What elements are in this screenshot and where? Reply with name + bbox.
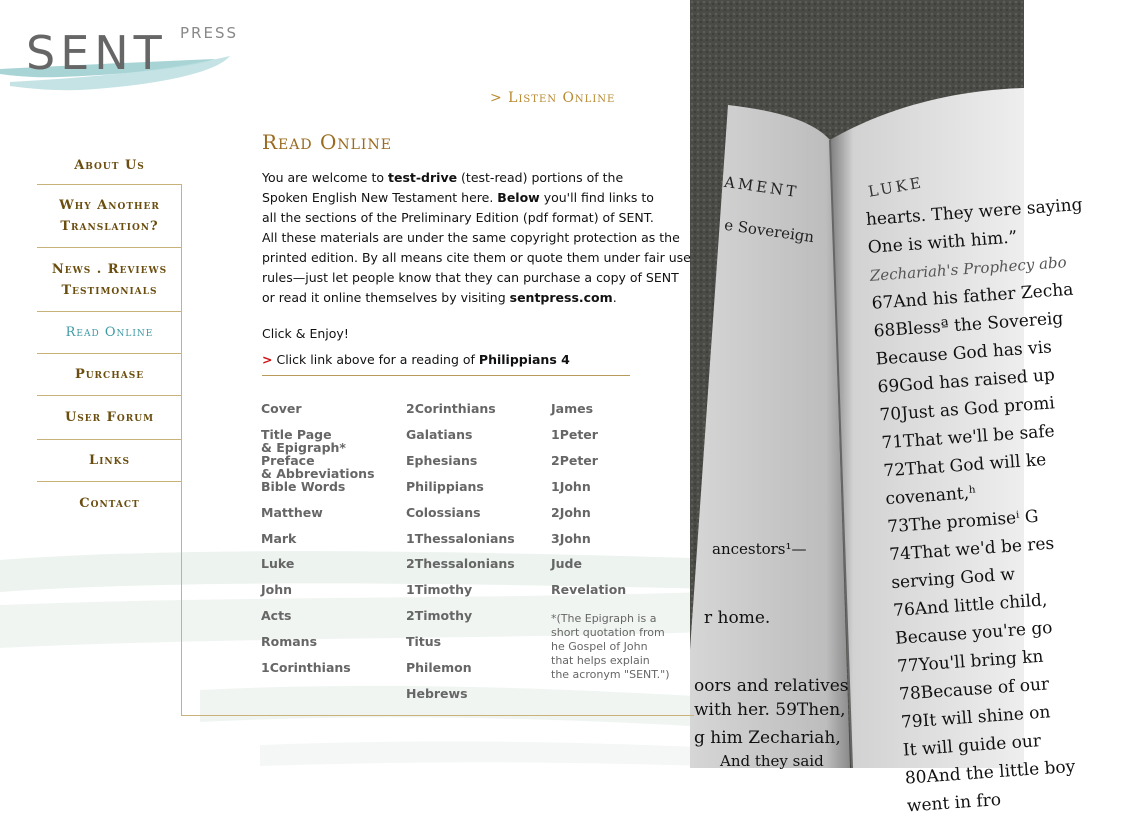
intro-line bbox=[262, 288, 692, 308]
photo-right-line: 78Because of our bbox=[898, 674, 1050, 705]
nav-item-user-forum[interactable] bbox=[37, 396, 182, 440]
intro-text: printed edition. By all means cite them or quote them under fair use bbox=[262, 250, 691, 265]
photo-right-line: Zechariah's Prophecy abo bbox=[869, 253, 1068, 285]
photo-left-line: with her. 59Then, bbox=[694, 700, 846, 720]
intro-line bbox=[262, 168, 692, 188]
intro-text: Spoken English New Testament here. bbox=[262, 190, 498, 205]
reading-hint-book: Philippians 4 bbox=[478, 352, 570, 367]
photo-right-line: It will guide our bbox=[902, 731, 1042, 761]
book-link-romans[interactable]: Romans bbox=[261, 634, 318, 650]
nav-item-news-reviews-testimonials[interactable] bbox=[37, 248, 182, 312]
photo-right-line: 77You'll bring kn bbox=[896, 646, 1045, 677]
intro-line bbox=[262, 268, 692, 288]
nav-label: Purchase bbox=[74, 367, 145, 382]
arrow-icon: > bbox=[262, 352, 273, 367]
intro-text: all the sections of the Preliminary Edition (pdf format) of SENT. bbox=[262, 210, 654, 225]
photo-right-line: Because you're go bbox=[894, 617, 1054, 649]
sent-press-logo[interactable] bbox=[0, 14, 240, 104]
book-link-1thessalonians[interactable]: 1Thessalonians bbox=[406, 530, 515, 546]
nav-item-read-online[interactable] bbox=[37, 312, 182, 354]
photo-right-line: 79It will shine on bbox=[900, 702, 1052, 733]
photo-right-line: One is with him.” bbox=[867, 227, 1018, 258]
photo-right-line: 70Just as God promi bbox=[878, 393, 1056, 426]
photo-left-line: And they said bbox=[720, 752, 824, 770]
nav-label: Links bbox=[89, 453, 130, 468]
photo-right-line: covenant,ʰ bbox=[884, 482, 978, 510]
book-link-2john[interactable]: 2John bbox=[551, 504, 591, 520]
intro-text: All these materials are under the same copyright protection as the bbox=[262, 230, 680, 245]
intro-line bbox=[262, 248, 692, 268]
nav-label: Read Online bbox=[65, 325, 154, 340]
book-link-philemon[interactable]: Philemon bbox=[406, 660, 472, 675]
nav-label: News . Reviews bbox=[51, 261, 168, 277]
book-link-titus[interactable]: Titus bbox=[406, 634, 442, 650]
photo-right-line: 69God has raised up bbox=[876, 365, 1056, 398]
logo-sub: PRESS bbox=[180, 24, 238, 42]
photo-right-line: 80And the little boy bbox=[904, 756, 1076, 789]
sidebar-nav bbox=[37, 146, 182, 524]
page-title: Read Online bbox=[262, 130, 392, 154]
photo-left-line: ancestors¹— bbox=[712, 540, 807, 558]
content-border-left bbox=[181, 184, 182, 716]
nav-item-links[interactable] bbox=[37, 440, 182, 482]
photo-right-line: Because God has vis bbox=[875, 337, 1053, 370]
nav-item-why-another-translation[interactable] bbox=[37, 185, 182, 248]
photo-left-line: r home. bbox=[704, 608, 771, 628]
book-link-revelation[interactable]: Revelation bbox=[551, 582, 627, 598]
content-border-bottom bbox=[181, 715, 694, 716]
click-enjoy-text: Click & Enjoy! bbox=[262, 326, 349, 341]
logo-word: SENT bbox=[26, 26, 167, 80]
epigraph-note-line: the acronym "SENT.") bbox=[551, 668, 670, 682]
nav-label: Testimonials bbox=[61, 282, 158, 298]
intro-line bbox=[262, 228, 692, 248]
book-link-2peter[interactable]: 2Peter bbox=[551, 452, 598, 468]
divider bbox=[262, 375, 630, 376]
photo-right-line: 73The promiseⁱ G bbox=[886, 506, 1040, 538]
nav-label: Why Another bbox=[59, 198, 160, 213]
nav-label: Contact bbox=[79, 495, 140, 511]
book-link-bible-words[interactable]: Bible Words bbox=[261, 478, 346, 494]
intro-text: You are welcome to bbox=[262, 170, 388, 185]
photo-right-line: 74That we'd be res bbox=[888, 533, 1055, 566]
book-link-1corinthians[interactable]: 1Corinthians bbox=[261, 660, 351, 675]
epigraph-note bbox=[551, 612, 670, 682]
epigraph-note-line: that helps explain bbox=[551, 654, 650, 668]
book-link-philippians[interactable]: Philippians bbox=[406, 478, 484, 494]
intro-emphasis: sentpress.com bbox=[509, 290, 613, 305]
book-link-1timothy[interactable]: 1Timothy bbox=[406, 582, 473, 598]
intro-text: . bbox=[612, 290, 617, 305]
book-link-2timothy[interactable]: 2Timothy bbox=[406, 608, 473, 624]
book-link-ephesians[interactable]: Ephesians bbox=[406, 452, 478, 468]
book-link-hebrews[interactable]: Hebrews bbox=[406, 685, 468, 701]
epigraph-note-line: he Gospel of John bbox=[551, 640, 648, 654]
intro-text: rules—just let people know that they can purchase a copy of SENT bbox=[262, 270, 679, 285]
book-link-3john[interactable]: 3John bbox=[551, 530, 591, 546]
book-link-luke[interactable]: Luke bbox=[261, 556, 295, 572]
photo-right-line: hearts. They were saying bbox=[865, 194, 1084, 230]
nav-item-contact[interactable] bbox=[37, 482, 182, 524]
nav-label: Translation? bbox=[60, 219, 159, 234]
photo-left-header: AMENT bbox=[723, 172, 801, 202]
photo-left-line: oors and relatives bbox=[694, 676, 849, 696]
photo-right-line: 68Blessª the Sovereig bbox=[873, 308, 1064, 342]
photo-right-line: went in fro bbox=[906, 789, 1002, 817]
intro-text: or read it online themselves by visiting bbox=[262, 290, 510, 305]
intro-emphasis: Below bbox=[497, 190, 540, 205]
intro-emphasis: test-drive bbox=[387, 170, 458, 185]
book-link-john[interactable]: John bbox=[261, 582, 293, 598]
photo-right-line: 67And his father Zecha bbox=[871, 279, 1074, 314]
nav-item-about-us[interactable] bbox=[37, 146, 182, 185]
photo-right-header: LUKE bbox=[866, 173, 926, 201]
nav-label: About Us bbox=[74, 157, 145, 173]
photo-right-line: serving God w bbox=[890, 564, 1016, 594]
book-link-1john[interactable]: 1John bbox=[551, 478, 591, 494]
listen-online-link[interactable]: > Listen Online bbox=[490, 90, 616, 106]
book-link-2thessalonians[interactable]: 2Thessalonians bbox=[406, 556, 515, 572]
intro-line bbox=[262, 208, 692, 228]
photo-right-line: 72That God will ke bbox=[882, 450, 1047, 482]
book-link-james[interactable]: James bbox=[551, 401, 594, 416]
book-link-title-page-epigraph[interactable]: Title Page & Epigraph* bbox=[261, 426, 346, 455]
photo-left-line: e Sovereign bbox=[723, 215, 816, 247]
reading-hint-text: Click link above for a reading of bbox=[276, 352, 479, 367]
main-content bbox=[262, 130, 692, 376]
nav-label: User Forum bbox=[64, 410, 155, 425]
book-link-acts[interactable]: Acts bbox=[261, 608, 292, 624]
intro-text: you'll find links to bbox=[539, 190, 654, 205]
reading-hint bbox=[262, 352, 692, 367]
photo-left-line: g him Zechariah, bbox=[694, 728, 841, 748]
nav-item-purchase[interactable] bbox=[37, 354, 182, 396]
book-link-2corinthians[interactable]: 2Corinthians bbox=[406, 401, 496, 416]
book-link-jude[interactable]: Jude bbox=[551, 556, 582, 572]
photo-right-line: 76And little child, bbox=[892, 590, 1048, 621]
intro-line bbox=[262, 188, 692, 208]
book-link-preface-abbreviations[interactable]: Preface & Abbreviations bbox=[261, 452, 375, 481]
intro-paragraph bbox=[262, 168, 692, 308]
book-link-galatians[interactable]: Galatians bbox=[406, 426, 473, 442]
book-link-colossians[interactable]: Colossians bbox=[406, 504, 481, 520]
book-link-mark[interactable]: Mark bbox=[261, 530, 297, 546]
bible-photo bbox=[690, 0, 1084, 817]
epigraph-note-line: *(The Epigraph is a bbox=[551, 612, 657, 626]
book-link-1peter[interactable]: 1Peter bbox=[551, 426, 598, 442]
intro-text: (test-read) portions of the bbox=[457, 170, 624, 185]
photo-right-line: 71That we'll be safe bbox=[880, 421, 1056, 454]
epigraph-note-line: short quotation from bbox=[551, 626, 665, 640]
book-link-matthew[interactable]: Matthew bbox=[261, 504, 323, 520]
book-link-cover[interactable]: Cover bbox=[261, 401, 302, 416]
